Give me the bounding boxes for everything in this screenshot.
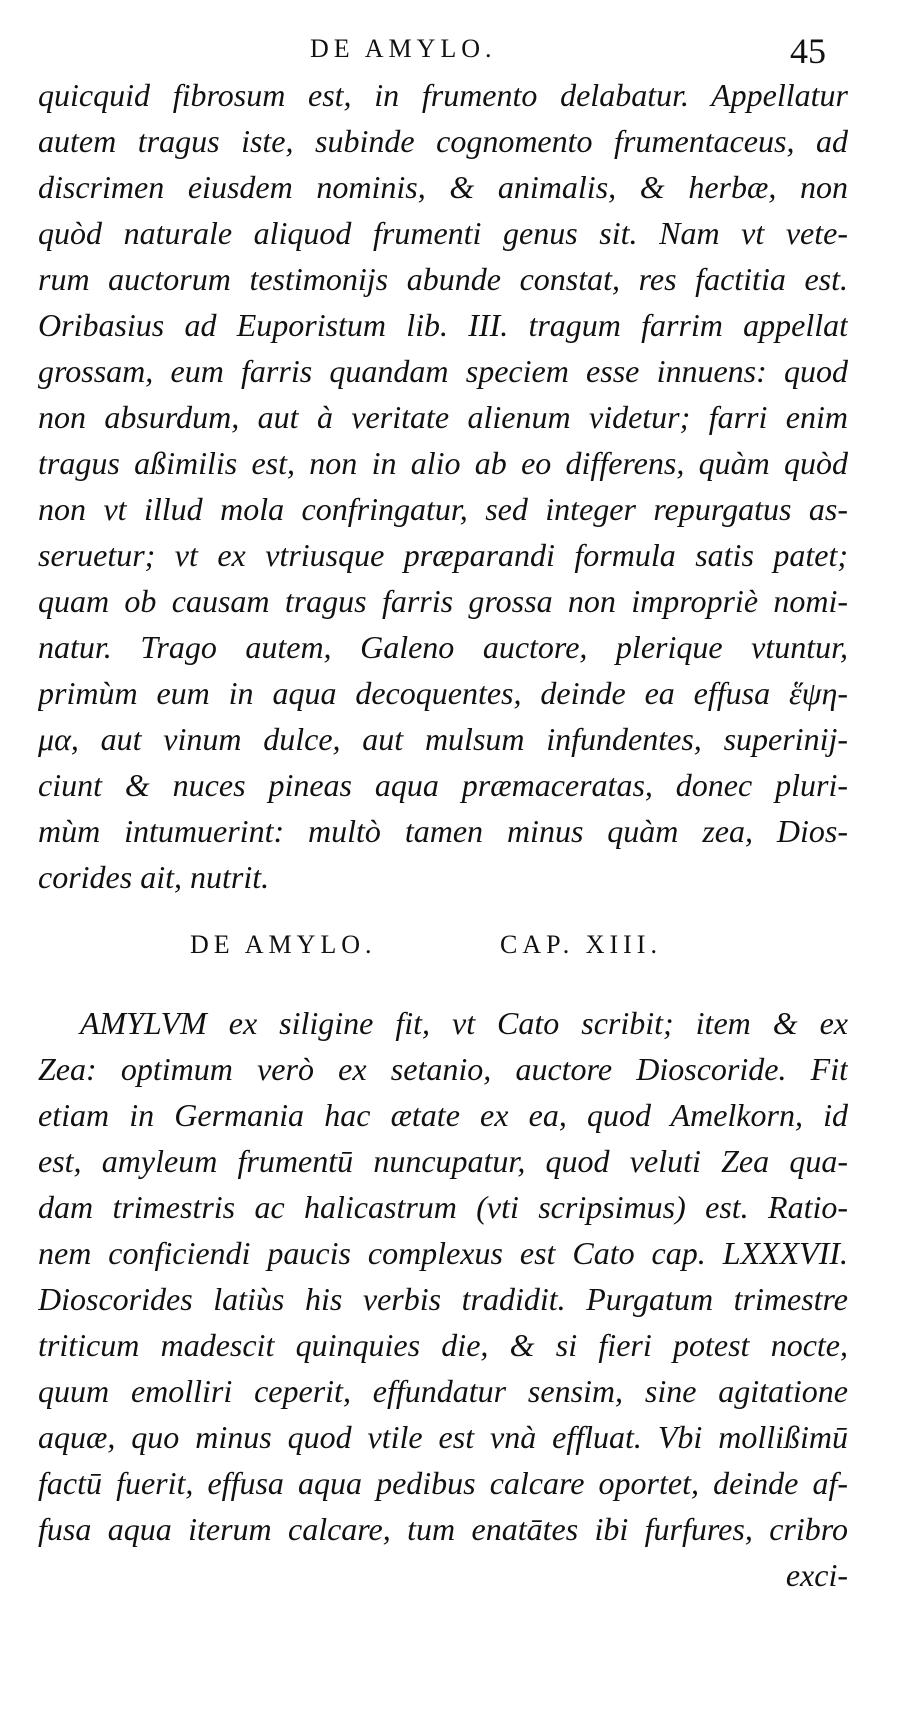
text-line: non absurdum, aut à veritate alienum videtur; farri enim — [38, 399, 848, 435]
text-line: triticum madescit quinquies die, & si fieri potest nocte, — [38, 1327, 848, 1363]
text-line: mùm intumuerint: multò tamen minus quàm zea, Dios- — [38, 813, 848, 849]
text-line: etiam in Germania hac ætate ex ea, quod Amelkorn, id — [38, 1097, 848, 1133]
text-line: aquæ, quo minus quod vtile est vnà effluat. Vbi mollißimū — [38, 1419, 848, 1455]
text-line: Dioscorides latiùs his verbis tradidit. Purgatum trimestre — [38, 1281, 848, 1317]
text-line: nem conficiendi paucis complexus est Cato cap. LXXXVII. — [38, 1235, 848, 1271]
text-line: est, amyleum frumentū nuncupatur, quod veluti Zea qua- — [38, 1143, 848, 1179]
text-line: quicquid fibrosum est, in frumento delabatur. Appellatur — [38, 77, 848, 113]
text-line: primùm eum in aqua decoquentes, deinde ea effusa ἕψη- — [38, 675, 848, 711]
text-line: quòd naturale aliquod frumenti genus sit. Nam vt vete- — [38, 215, 848, 251]
text-line: μα, aut vinum dulce, aut mulsum infundentes, superinij- — [38, 721, 848, 757]
text-line: non vt illud mola confringatur, sed integer repurgatus as- — [38, 491, 848, 527]
running-title: DE AMYLO. — [310, 34, 497, 63]
text-line: grossam, eum farris quandam speciem esse innuens: quod — [38, 353, 848, 389]
text-line: natur. Trago autem, Galeno auctore, plerique vtuntur, — [38, 629, 848, 665]
text-line: autem tragus iste, subinde cognomento frumentaceus, ad — [38, 123, 848, 159]
text-line: ciunt & nuces pineas aqua præmaceratas, donec pluri- — [38, 767, 848, 803]
text-line: quum emolliri ceperit, effundatur sensim, sine agitatione — [38, 1373, 848, 1409]
text-line: factū fuerit, effusa aqua pedibus calcare oportet, deinde af- — [38, 1465, 848, 1501]
chapter-title: DE AMYLO. — [190, 930, 377, 959]
page-number: 45 — [790, 31, 826, 71]
body-text-chapter — [38, 1000, 848, 1598]
text-line: seruetur; vt ex vtriusque præparandi formula satis patet; — [38, 537, 848, 573]
body-text-continuation — [38, 72, 848, 900]
text-line: tragus aßimilis est, non in alio ab eo differens, quàm quòd — [38, 445, 848, 481]
chapter-heading — [0, 924, 900, 970]
text-line: Zea: optimum verò ex setanio, auctore Dioscoride. Fit — [38, 1051, 848, 1087]
text-line: fusa aqua iterum calcare, tum enatātes ibi furfures, cribro — [38, 1511, 848, 1547]
chapter-number: CAP. XIII. — [500, 930, 662, 959]
text-line: corides ait, nutrit. — [38, 859, 270, 895]
text-line: quam ob causam tragus farris grossa non impropriè nomi- — [38, 583, 848, 619]
text-line: rum auctorum testimonijs abunde constat, res factitia est. — [38, 261, 848, 297]
running-head — [0, 30, 900, 70]
catchword: exci- — [785, 1557, 848, 1593]
text-line: AMYLVM ex siligine fit, vt Cato scribit; item & ex — [80, 1005, 848, 1041]
text-line: dam trimestris ac halicastrum (vti scripsimus) est. Ratio- — [38, 1189, 848, 1225]
text-line: discrimen eiusdem nominis, & animalis, & herbæ, non — [38, 169, 848, 205]
text-line: Oribasius ad Euporistum lib. III. tragum farrim appellat — [38, 307, 848, 343]
